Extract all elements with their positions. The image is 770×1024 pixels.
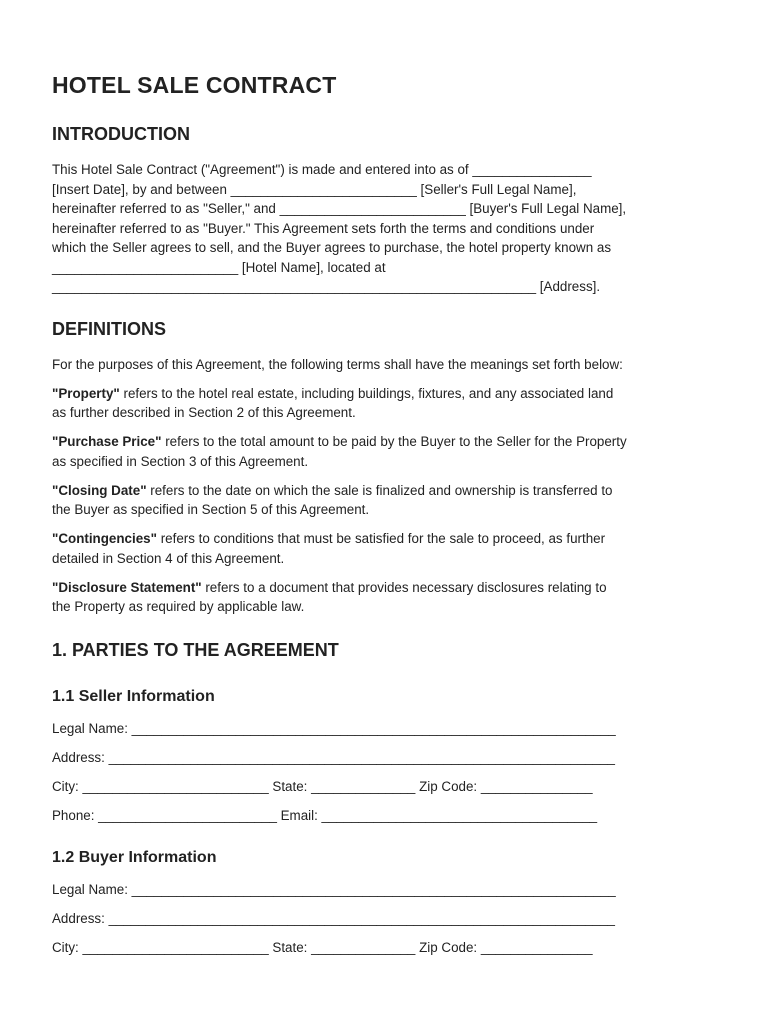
intro-line: This Hotel Sale Contract ("Agreement") is made and entered into as of ________________ bbox=[52, 162, 592, 177]
definition-item bbox=[52, 578, 607, 598]
definition-text: detailed in Section 4 of this Agreement. bbox=[52, 551, 285, 566]
definition-text: the Buyer as specified in Section 5 of this Agreement. bbox=[52, 502, 370, 517]
seller-phone-email-field[interactable]: Phone: ________________________ Email: _____________________________________ bbox=[52, 808, 598, 823]
buyer-address-field[interactable]: Address: ____________________________________________________________________ bbox=[52, 911, 615, 926]
definition-text: refers to conditions that must be satisfied for the sale to proceed, as further bbox=[156, 531, 606, 546]
definition-term: "Purchase Price" bbox=[52, 434, 162, 449]
definition-term: "Closing Date" bbox=[52, 483, 147, 498]
definition-text: as further described in Section 2 of this Agreement. bbox=[52, 405, 356, 420]
intro-line: which the Seller agrees to sell, and the Buyer agrees to purchase, the hotel property known as bbox=[52, 240, 612, 255]
introduction-heading: INTRODUCTION bbox=[52, 124, 190, 144]
intro-line: [Insert Date], by and between _________________________ [Seller's Full Legal Name], bbox=[52, 182, 577, 197]
intro-line: hereinafter referred to as "Buyer." This Agreement sets forth the terms and conditions under bbox=[52, 221, 595, 236]
definition-text: refers to the total amount to be paid by the Buyer to the Seller for the Property bbox=[161, 434, 627, 449]
definitions-intro: For the purposes of this Agreement, the following terms shall have the meanings set forth below: bbox=[52, 357, 623, 372]
seller-city-state-zip-field[interactable]: City: _________________________ State: ______________ Zip Code: _______________ bbox=[52, 779, 593, 794]
intro-line: _________________________ [Hotel Name], located at bbox=[52, 260, 386, 275]
definition-text: refers to the hotel real estate, including buildings, fixtures, and any associated land bbox=[119, 386, 614, 401]
intro-line: hereinafter referred to as "Seller," and _________________________ [Buyer's Full Legal Name], bbox=[52, 201, 627, 216]
definition-term: "Disclosure Statement" bbox=[52, 580, 202, 595]
intro-line: _________________________________________________________________ [Address]. bbox=[52, 279, 601, 294]
definitions-heading: DEFINITIONS bbox=[52, 319, 167, 339]
seller-address-field[interactable]: Address: ____________________________________________________________________ bbox=[52, 750, 615, 765]
seller-info-heading: 1.1 Seller Information bbox=[52, 688, 215, 705]
definition-text: the Property as required by applicable law. bbox=[52, 599, 305, 614]
buyer-city-state-zip-field[interactable]: City: _________________________ State: ______________ Zip Code: _______________ bbox=[52, 940, 593, 955]
definition-term: "Property" bbox=[52, 386, 120, 401]
definition-text: refers to a document that provides necessary disclosures relating to bbox=[201, 580, 607, 595]
definition-term: "Contingencies" bbox=[52, 531, 157, 546]
buyer-legal-name-field[interactable]: Legal Name: _________________________________________________________________ bbox=[52, 882, 616, 897]
buyer-info-heading: 1.2 Buyer Information bbox=[52, 849, 217, 866]
definition-text: refers to the date on which the sale is finalized and ownership is transferred to bbox=[146, 483, 613, 498]
definition-item bbox=[52, 384, 613, 404]
definition-item bbox=[52, 432, 627, 452]
seller-legal-name-field[interactable]: Legal Name: _________________________________________________________________ bbox=[52, 721, 616, 736]
definition-text: as specified in Section 3 of this Agreement. bbox=[52, 454, 309, 469]
definition-item bbox=[52, 481, 613, 501]
parties-heading: 1. PARTIES TO THE AGREEMENT bbox=[52, 640, 339, 660]
definition-item bbox=[52, 529, 605, 549]
document-title: HOTEL SALE CONTRACT bbox=[52, 72, 337, 98]
